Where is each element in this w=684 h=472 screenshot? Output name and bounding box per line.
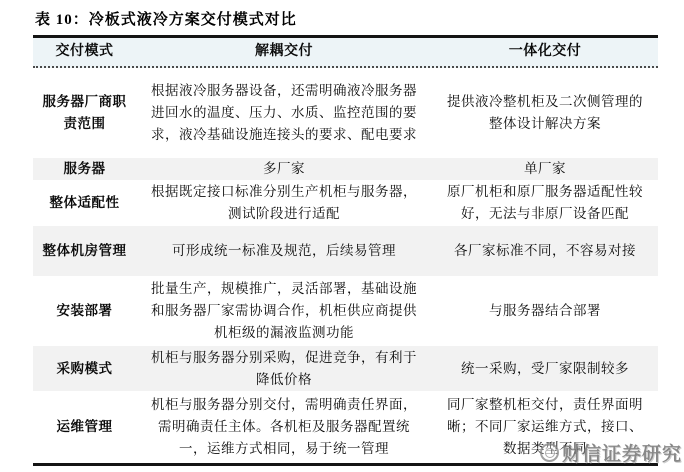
table-row — [33, 226, 658, 276]
row-decoupled-cell: 机柜与服务器分别采购，促进竞争，有利于降低价格 — [151, 349, 417, 387]
brand-watermark-text: 财信证券研究 — [561, 444, 682, 465]
table-row — [33, 391, 658, 463]
table-row — [33, 180, 658, 226]
table-row — [33, 276, 658, 346]
row-decoupled-cell: 多厂家 — [263, 161, 305, 176]
comparison-table — [33, 35, 658, 466]
header-decoupled-delivery: 解耦交付 — [255, 44, 313, 59]
row-label: 服务器 — [63, 161, 106, 176]
row-decoupled-cell: 根据液冷服务器设备，还需明确液冷服务器进回水的温度、压力、水质、监控范围的要求，液冷基础设施连接头的要求、配电要求 — [151, 83, 417, 142]
row-label: 采购模式 — [56, 360, 113, 376]
header-integrated-delivery: 一体化交付 — [508, 44, 582, 59]
row-integrated-cell: 统一采购，受厂家限制较多 — [461, 360, 629, 376]
row-decoupled-cell: 机柜与服务器分别交付，需明确责任界面，需明确责任主体。各机柜及服务器配置统一，运维方式相同，易于统一管理 — [151, 397, 417, 456]
table-row — [33, 158, 658, 180]
row-integrated-cell: 同厂家整机柜交付，责任界面明晰；不同厂家运维方式，接口、数据类型不同 — [447, 397, 643, 456]
table-row — [33, 346, 658, 391]
row-decoupled-cell: 可形成统一标准及规范，后续易管理 — [172, 243, 396, 258]
table-header-row — [33, 38, 658, 68]
row-decoupled-cell: 批量生产，规模推广，灵活部署，基础设施和服务器厂家需协调合作，机柜供应商提供机柜级的漏液监测功能 — [151, 281, 417, 340]
row-integrated-cell: 单厂家 — [524, 161, 566, 176]
row-decoupled-cell: 根据既定接口标准分别生产机柜与服务器，测试阶段进行适配 — [151, 184, 417, 221]
row-label: 整体适配性 — [49, 195, 120, 210]
table-title: 表 10：冷板式液冷方案交付模式对比 — [35, 12, 297, 28]
header-delivery-mode: 交付模式 — [55, 44, 114, 59]
row-label: 安装部署 — [56, 303, 113, 318]
row-integrated-cell: 提供液冷整机柜及二次侧管理的整体设计解决方案 — [447, 94, 643, 131]
row-integrated-cell: 各厂家标准不同，不容易对接 — [454, 243, 636, 258]
row-integrated-cell: 原厂机柜和原厂服务器适配性较好，无法与非原厂设备匹配 — [447, 184, 643, 221]
row-label: 整体机房管理 — [42, 243, 127, 258]
table-row — [33, 68, 658, 158]
row-integrated-cell: 与服务器结合部署 — [489, 303, 601, 318]
row-label: 服务器厂商职责范围 — [42, 94, 127, 131]
row-label: 运维管理 — [56, 419, 113, 434]
